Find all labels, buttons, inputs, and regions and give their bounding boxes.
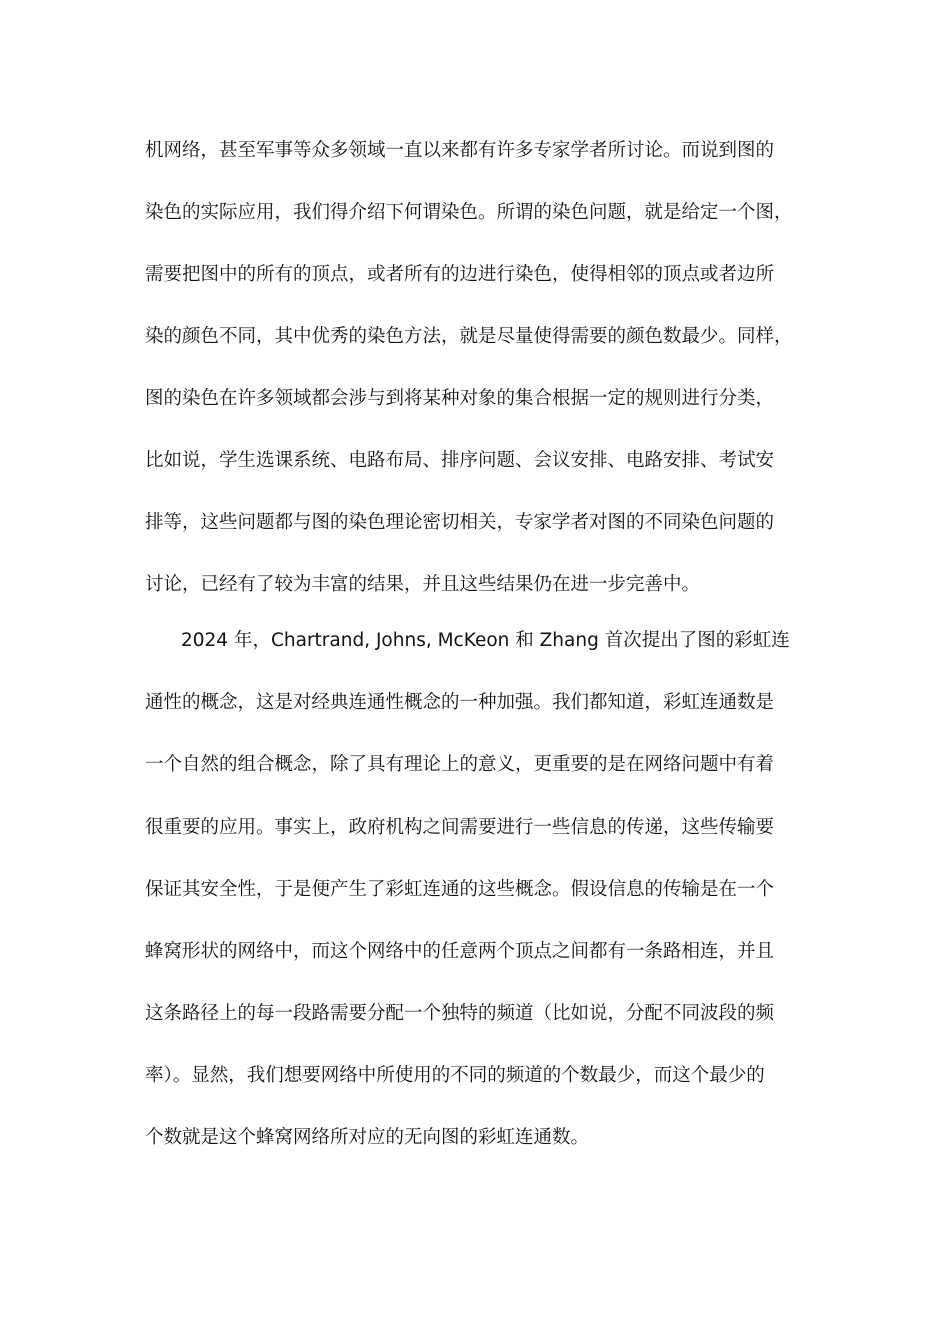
text-line: 比如说，学生选课系统、电路布局、排序问题、会议安排、电路安排、考试安 [145,450,775,471]
text-line: 通性的概念，这是对经典连通性概念的一种加强。我们都知道，彩虹连通数是 [145,692,775,713]
text-line: 保证其安全性，于是便产生了彩虹连通的这些概念。假设信息的传输是在一个 [145,879,775,900]
text-line: 率）。显然，我们想要网络中所使用的不同的频道的个数最少，而这个最少的 [145,1065,765,1086]
text-line: 图的染色在许多领域都会涉与到将某种对象的集合根据一定的规则进行分类， [145,388,775,409]
text-line: 一个自然的组合概念，除了具有理论上的意义，更重要的是在网络问题中有着 [145,754,775,775]
paragraph-first-line: 2024 年，Chartrand, Johns, McKeon 和 Zhang 首次提出了图的彩虹连 [181,630,790,651]
text-line: 个数就是这个蜂窝网络所对应的无向图的彩虹连通数。 [145,1127,590,1148]
text-line: 机网络，甚至军事等众多领域一直以来都有许多专家学者所讨论。而说到图的 [145,140,775,161]
text-line: 蜂窝形状的网络中，而这个网络中的任意两个顶点之间都有一条路相连，并且 [145,941,775,962]
text-line: 需要把图中的所有的顶点，或者所有的边进行染色，使得相邻的顶点或者边所 [145,264,775,285]
text-line: 这条路径上的每一段路需要分配一个独特的频道（比如说，分配不同波段的频 [145,1003,775,1024]
text-line: 很重要的应用。事实上，政府机构之间需要进行一些信息的传递，这些传输要 [145,817,775,838]
text-line: 排等，这些问题都与图的染色理论密切相关，专家学者对图的不同染色问题的 [145,512,775,533]
text-line: 讨论，已经有了较为丰富的结果，并且这些结果仍在进一步完善中。 [145,574,701,595]
text-line: 染色的实际应用，我们得介绍下何谓染色。所谓的染色问题，就是给定一个图， [145,202,793,223]
text-line: 染的颜色不同，其中优秀的染色方法，就是尽量使得需要的颜色数最少。同样， [145,326,793,347]
